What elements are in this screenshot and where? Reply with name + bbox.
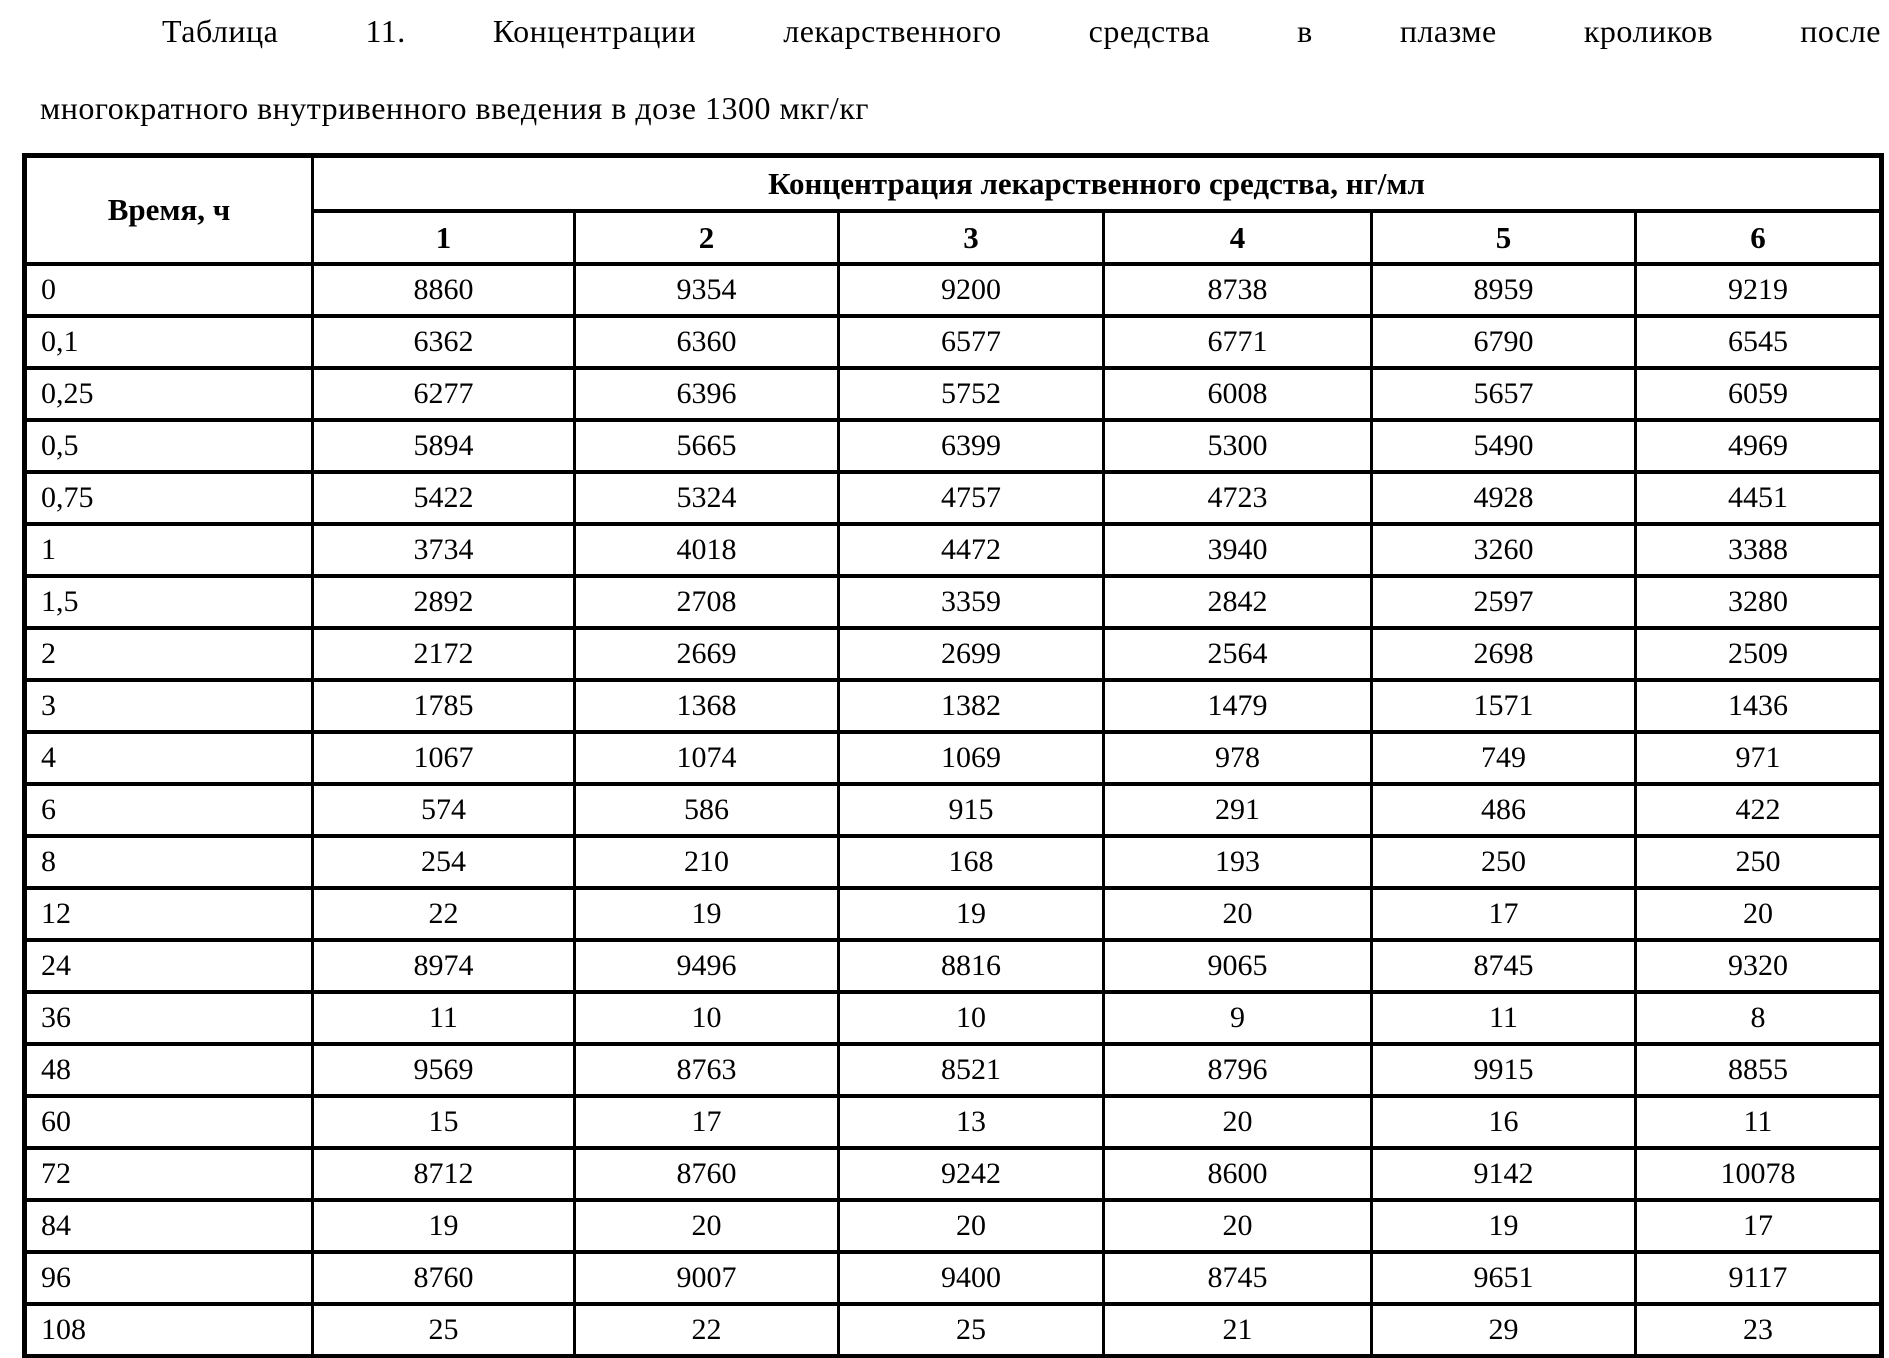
table-row: [25, 1148, 1882, 1200]
concentration-table: [22, 153, 1884, 1358]
value-cell: 9242: [839, 1148, 1104, 1200]
value-cell: 5300: [1104, 420, 1372, 472]
value-cell: 1067: [313, 732, 575, 784]
value-cell: 13: [839, 1096, 1104, 1148]
subject-column-header: 6: [1636, 211, 1882, 264]
value-cell: 17: [1372, 888, 1636, 940]
table-row: [25, 1096, 1882, 1148]
time-cell: 0,1: [25, 316, 313, 368]
value-cell: 9219: [1636, 264, 1882, 316]
value-cell: 3388: [1636, 524, 1882, 576]
value-cell: 8855: [1636, 1044, 1882, 1096]
value-cell: 250: [1372, 836, 1636, 888]
value-cell: 25: [839, 1304, 1104, 1356]
table-row: [25, 576, 1882, 628]
value-cell: 8521: [839, 1044, 1104, 1096]
value-cell: 486: [1372, 784, 1636, 836]
table-row: [25, 940, 1882, 992]
value-cell: 8760: [575, 1148, 839, 1200]
value-cell: 1382: [839, 680, 1104, 732]
time-column-header: Время, ч: [25, 156, 313, 265]
value-cell: 10: [575, 992, 839, 1044]
value-cell: 9: [1104, 992, 1372, 1044]
value-cell: 193: [1104, 836, 1372, 888]
value-cell: 20: [1636, 888, 1882, 940]
value-cell: 11: [313, 992, 575, 1044]
value-cell: 6008: [1104, 368, 1372, 420]
value-cell: 2172: [313, 628, 575, 680]
time-cell: 84: [25, 1200, 313, 1252]
value-cell: 1368: [575, 680, 839, 732]
value-cell: 915: [839, 784, 1104, 836]
value-cell: 11: [1372, 992, 1636, 1044]
table-row: [25, 784, 1882, 836]
value-cell: 4757: [839, 472, 1104, 524]
value-cell: 5422: [313, 472, 575, 524]
subject-column-header: 4: [1104, 211, 1372, 264]
value-cell: 8712: [313, 1148, 575, 1200]
value-cell: 5490: [1372, 420, 1636, 472]
value-cell: 9065: [1104, 940, 1372, 992]
value-cell: 422: [1636, 784, 1882, 836]
table-row: [25, 732, 1882, 784]
value-cell: 21: [1104, 1304, 1372, 1356]
table-row: [25, 1252, 1882, 1304]
time-cell: 2: [25, 628, 313, 680]
time-cell: 24: [25, 940, 313, 992]
value-cell: 2564: [1104, 628, 1372, 680]
time-cell: 36: [25, 992, 313, 1044]
value-cell: 9400: [839, 1252, 1104, 1304]
value-cell: 9117: [1636, 1252, 1882, 1304]
time-cell: 8: [25, 836, 313, 888]
value-cell: 5665: [575, 420, 839, 472]
value-cell: 291: [1104, 784, 1372, 836]
value-cell: 8974: [313, 940, 575, 992]
time-cell: 0,25: [25, 368, 313, 420]
value-cell: 9915: [1372, 1044, 1636, 1096]
time-cell: 4: [25, 732, 313, 784]
time-cell: 48: [25, 1044, 313, 1096]
value-cell: 8796: [1104, 1044, 1372, 1096]
page-title-line2: многократного внутривенного введения в дозе 1300 мкг/кг: [40, 90, 869, 127]
value-cell: 1479: [1104, 680, 1372, 732]
subject-column-header: 2: [575, 211, 839, 264]
value-cell: 6577: [839, 316, 1104, 368]
value-cell: 8738: [1104, 264, 1372, 316]
value-cell: 586: [575, 784, 839, 836]
time-cell: 3: [25, 680, 313, 732]
value-cell: 2699: [839, 628, 1104, 680]
value-cell: 9007: [575, 1252, 839, 1304]
value-cell: 2842: [1104, 576, 1372, 628]
value-cell: 9320: [1636, 940, 1882, 992]
value-cell: 5324: [575, 472, 839, 524]
value-cell: 8760: [313, 1252, 575, 1304]
time-cell: 0,5: [25, 420, 313, 472]
value-cell: 8816: [839, 940, 1104, 992]
value-cell: 1571: [1372, 680, 1636, 732]
subject-column-header: 3: [839, 211, 1104, 264]
value-cell: 4723: [1104, 472, 1372, 524]
time-cell: 6: [25, 784, 313, 836]
table-row: [25, 420, 1882, 472]
value-cell: 9142: [1372, 1148, 1636, 1200]
table-row: [25, 368, 1882, 420]
value-cell: 22: [313, 888, 575, 940]
value-cell: 6360: [575, 316, 839, 368]
value-cell: 250: [1636, 836, 1882, 888]
time-cell: 0,75: [25, 472, 313, 524]
value-cell: 8: [1636, 992, 1882, 1044]
value-cell: 25: [313, 1304, 575, 1356]
value-cell: 9496: [575, 940, 839, 992]
value-cell: 20: [1104, 888, 1372, 940]
value-cell: 23: [1636, 1304, 1882, 1356]
value-cell: 4928: [1372, 472, 1636, 524]
value-cell: 978: [1104, 732, 1372, 784]
value-cell: 22: [575, 1304, 839, 1356]
value-cell: 29: [1372, 1304, 1636, 1356]
value-cell: 4018: [575, 524, 839, 576]
time-cell: 72: [25, 1148, 313, 1200]
table-row: [25, 1044, 1882, 1096]
value-cell: 8745: [1372, 940, 1636, 992]
table-row: [25, 628, 1882, 680]
value-cell: 20: [575, 1200, 839, 1252]
table-row: [25, 264, 1882, 316]
value-cell: 20: [839, 1200, 1104, 1252]
value-cell: 6396: [575, 368, 839, 420]
time-cell: 12: [25, 888, 313, 940]
value-cell: 11: [1636, 1096, 1882, 1148]
value-cell: 3260: [1372, 524, 1636, 576]
value-cell: 749: [1372, 732, 1636, 784]
value-cell: 1069: [839, 732, 1104, 784]
value-cell: 19: [839, 888, 1104, 940]
value-cell: 5752: [839, 368, 1104, 420]
value-cell: 3359: [839, 576, 1104, 628]
value-cell: 5894: [313, 420, 575, 472]
value-cell: 4472: [839, 524, 1104, 576]
value-cell: 6362: [313, 316, 575, 368]
value-cell: 19: [1372, 1200, 1636, 1252]
value-cell: 8763: [575, 1044, 839, 1096]
table-row: [25, 992, 1882, 1044]
value-cell: 1074: [575, 732, 839, 784]
time-cell: 1: [25, 524, 313, 576]
table-row: [25, 524, 1882, 576]
time-cell: 0: [25, 264, 313, 316]
value-cell: 3280: [1636, 576, 1882, 628]
value-cell: 10: [839, 992, 1104, 1044]
table-row: [25, 316, 1882, 368]
table-row: [25, 836, 1882, 888]
value-cell: 4969: [1636, 420, 1882, 472]
value-cell: 6545: [1636, 316, 1882, 368]
value-cell: 2698: [1372, 628, 1636, 680]
time-cell: 60: [25, 1096, 313, 1148]
value-cell: 8860: [313, 264, 575, 316]
value-cell: 2597: [1372, 576, 1636, 628]
subject-column-header: 5: [1372, 211, 1636, 264]
value-cell: 971: [1636, 732, 1882, 784]
value-cell: 1785: [313, 680, 575, 732]
value-cell: 2669: [575, 628, 839, 680]
value-cell: 168: [839, 836, 1104, 888]
value-cell: 9651: [1372, 1252, 1636, 1304]
value-cell: 5657: [1372, 368, 1636, 420]
value-cell: 20: [1104, 1200, 1372, 1252]
value-cell: 17: [1636, 1200, 1882, 1252]
table-row: [25, 472, 1882, 524]
value-cell: 2509: [1636, 628, 1882, 680]
table-row: [25, 1200, 1882, 1252]
value-cell: 6771: [1104, 316, 1372, 368]
value-cell: 20: [1104, 1096, 1372, 1148]
subject-column-header: 1: [313, 211, 575, 264]
time-cell: 1,5: [25, 576, 313, 628]
value-cell: 1436: [1636, 680, 1882, 732]
value-cell: 9354: [575, 264, 839, 316]
time-cell: 108: [25, 1304, 313, 1356]
value-cell: 19: [313, 1200, 575, 1252]
group-header: Концентрация лекарственного средства, нг/мл: [313, 156, 1882, 212]
header-row-group: [25, 156, 1882, 212]
value-cell: 6277: [313, 368, 575, 420]
value-cell: 210: [575, 836, 839, 888]
value-cell: 2708: [575, 576, 839, 628]
table-row: [25, 680, 1882, 732]
value-cell: 8959: [1372, 264, 1636, 316]
value-cell: 6399: [839, 420, 1104, 472]
value-cell: 6790: [1372, 316, 1636, 368]
value-cell: 574: [313, 784, 575, 836]
value-cell: 3734: [313, 524, 575, 576]
value-cell: 19: [575, 888, 839, 940]
value-cell: 9200: [839, 264, 1104, 316]
time-cell: 96: [25, 1252, 313, 1304]
page-title-line1: Таблица 11. Концентрации лекарственного средства в плазме кроликов после: [162, 13, 1881, 49]
table-row: [25, 1304, 1882, 1356]
value-cell: 2892: [313, 576, 575, 628]
page-title: [40, 14, 1881, 126]
value-cell: 4451: [1636, 472, 1882, 524]
value-cell: 10078: [1636, 1148, 1882, 1200]
value-cell: 254: [313, 836, 575, 888]
value-cell: 16: [1372, 1096, 1636, 1148]
value-cell: 8745: [1104, 1252, 1372, 1304]
value-cell: 15: [313, 1096, 575, 1148]
value-cell: 3940: [1104, 524, 1372, 576]
table-row: [25, 888, 1882, 940]
value-cell: 9569: [313, 1044, 575, 1096]
value-cell: 8600: [1104, 1148, 1372, 1200]
value-cell: 17: [575, 1096, 839, 1148]
value-cell: 6059: [1636, 368, 1882, 420]
